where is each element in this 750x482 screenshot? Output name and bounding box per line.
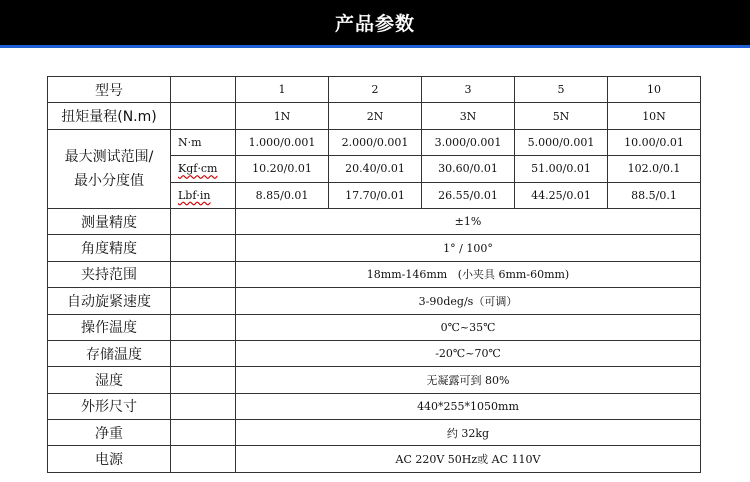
table-cell xyxy=(171,340,236,366)
table-row xyxy=(48,103,701,129)
range-cell: 5N xyxy=(515,103,608,129)
value-cell: 1.000/0.001 xyxy=(236,129,329,155)
spec-label: 自动旋紧速度 xyxy=(48,288,171,314)
value-cell: 102.0/0.1 xyxy=(608,156,701,182)
table-row xyxy=(48,367,701,393)
spec-value: ±1% xyxy=(236,208,701,234)
value-cell: 3.000/0.001 xyxy=(422,129,515,155)
value-cell: 8.85/0.01 xyxy=(236,182,329,208)
spec-label: 外形尺寸 xyxy=(48,393,171,419)
spec-value: AC 220V 50Hz或 AC 110V xyxy=(236,446,701,472)
measure-label-line2: 最小分度值 xyxy=(74,172,144,189)
value-cell: 10.20/0.01 xyxy=(236,156,329,182)
model-cell: 2 xyxy=(329,77,422,103)
spec-label: 存储温度 xyxy=(48,340,171,366)
table-row xyxy=(48,235,701,261)
table-row xyxy=(48,77,701,103)
range-label: 扭矩量程(N.m) xyxy=(48,103,171,129)
table-cell xyxy=(171,420,236,446)
table-row xyxy=(48,420,701,446)
spec-value: 无凝露可到 80% xyxy=(236,367,701,393)
value-cell: 17.70/0.01 xyxy=(329,182,422,208)
value-cell: 44.25/0.01 xyxy=(515,182,608,208)
table-row xyxy=(48,129,701,155)
table-row xyxy=(48,288,701,314)
unit-label: Lbf·in xyxy=(171,182,236,208)
range-cell: 2N xyxy=(329,103,422,129)
spec-value: -20℃~70℃ xyxy=(236,340,701,366)
spec-label: 测量精度 xyxy=(48,208,171,234)
table-cell xyxy=(171,103,236,129)
spec-value: 18mm-146mm (小夹具 6mm-60mm) xyxy=(236,261,701,287)
value-cell: 10.00/0.01 xyxy=(608,129,701,155)
spec-value: 440*255*1050mm xyxy=(236,393,701,419)
spec-label: 电源 xyxy=(48,446,171,472)
value-cell: 2.000/0.001 xyxy=(329,129,422,155)
spec-label: 净重 xyxy=(48,420,171,446)
spec-value: 3-90deg/s（可调） xyxy=(236,288,701,314)
range-cell: 3N xyxy=(422,103,515,129)
measure-label-line1: 最大测试范围/ xyxy=(64,148,154,165)
value-cell: 5.000/0.001 xyxy=(515,129,608,155)
spec-label: 角度精度 xyxy=(48,235,171,261)
spec-label: 夹持范围 xyxy=(48,261,171,287)
header-banner xyxy=(0,0,750,48)
table-row xyxy=(48,393,701,419)
spec-value: 0℃~35℃ xyxy=(236,314,701,340)
unit-label: N·m xyxy=(171,129,236,155)
table-cell xyxy=(171,288,236,314)
table-cell xyxy=(171,393,236,419)
spec-label: 湿度 xyxy=(48,367,171,393)
table-row xyxy=(48,208,701,234)
table-cell xyxy=(171,235,236,261)
table-cell xyxy=(171,77,236,103)
model-cell: 1 xyxy=(236,77,329,103)
spec-value: 约 32kg xyxy=(236,420,701,446)
model-cell: 3 xyxy=(422,77,515,103)
value-cell: 20.40/0.01 xyxy=(329,156,422,182)
table-row xyxy=(48,340,701,366)
value-cell: 88.5/0.1 xyxy=(608,182,701,208)
table-cell xyxy=(171,367,236,393)
table-cell xyxy=(171,208,236,234)
spec-value: 1° / 100° xyxy=(236,235,701,261)
value-cell: 26.55/0.01 xyxy=(422,182,515,208)
spec-label: 操作温度 xyxy=(48,314,171,340)
range-cell: 1N xyxy=(236,103,329,129)
spec-table xyxy=(47,76,701,473)
table-cell xyxy=(171,314,236,340)
value-cell: 51.00/0.01 xyxy=(515,156,608,182)
model-cell: 10 xyxy=(608,77,701,103)
table-cell xyxy=(171,261,236,287)
measure-range-label xyxy=(48,129,171,208)
table-cell xyxy=(171,446,236,472)
table-row xyxy=(48,446,701,472)
page-title: 产品参数 xyxy=(334,13,415,35)
model-cell: 5 xyxy=(515,77,608,103)
model-label: 型号 xyxy=(48,77,171,103)
value-cell: 30.60/0.01 xyxy=(422,156,515,182)
table-row xyxy=(48,314,701,340)
table-row xyxy=(48,261,701,287)
unit-label: Kgf·cm xyxy=(171,156,236,182)
range-cell: 10N xyxy=(608,103,701,129)
